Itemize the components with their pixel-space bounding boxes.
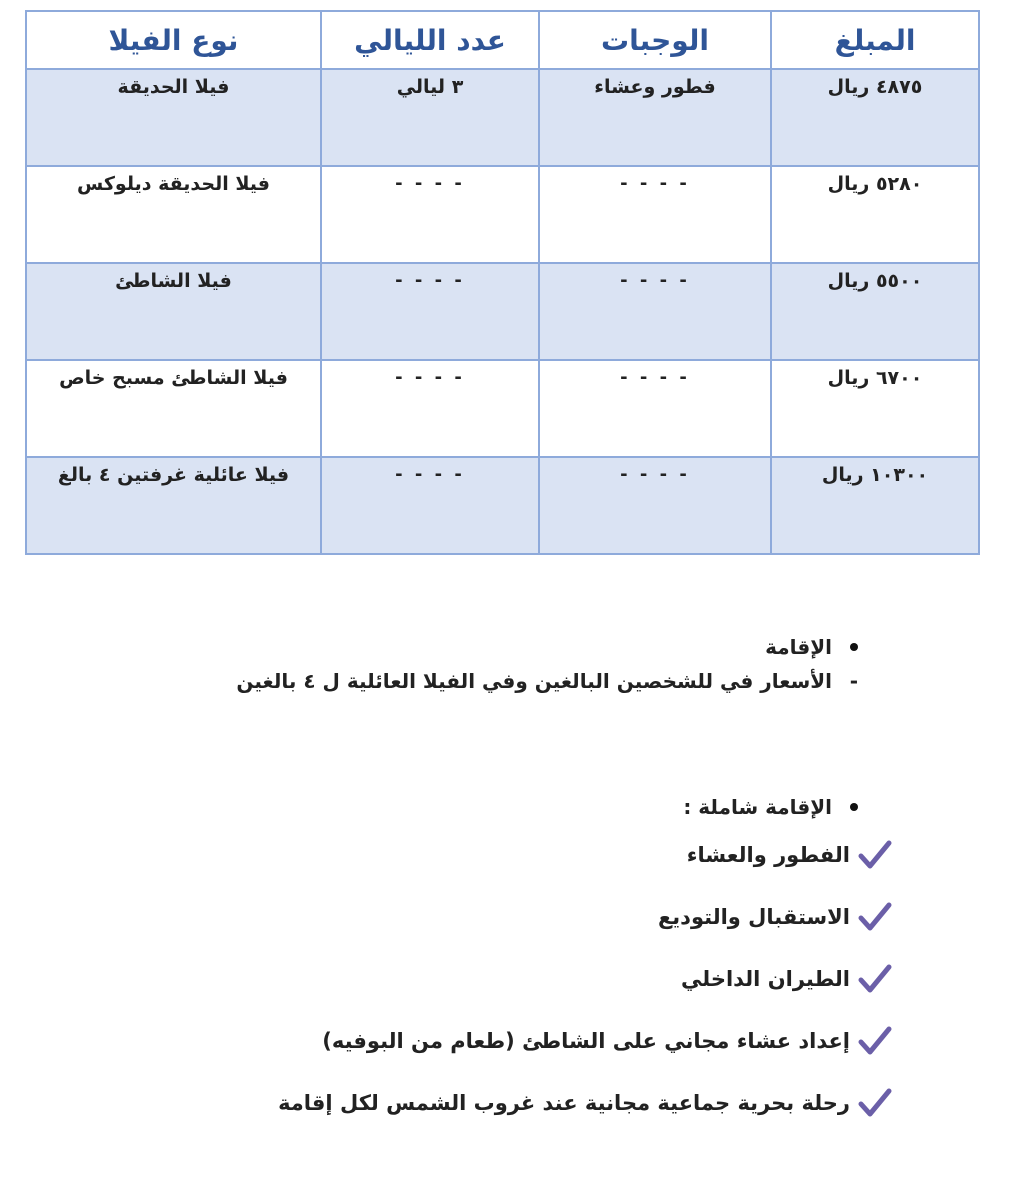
list-item	[122, 1072, 892, 1134]
notes-section	[122, 630, 862, 1134]
cell-meals: - - - -	[539, 360, 771, 457]
cell-price: ١٠٣٠٠ ريال	[771, 457, 979, 554]
include-item-label: إعداد عشاء مجاني على الشاطئ (طعام من البوفيه)	[322, 1029, 850, 1053]
cell-price: ٥٢٨٠ ريال	[771, 166, 979, 263]
cell-villa-type: فيلا الحديقة ديلوكس	[26, 166, 321, 263]
table-row	[26, 360, 979, 457]
list-item	[122, 886, 892, 948]
residence-bullet	[122, 630, 862, 664]
cell-meals: فطور وعشاء	[539, 69, 771, 166]
checkmark-icon	[858, 1024, 892, 1058]
cell-nights: - - - -	[321, 166, 539, 263]
include-item-label: رحلة بحرية جماعية مجانية عند غروب الشمس لكل إقامة	[278, 1091, 850, 1115]
header-nights: عدد الليالي	[321, 11, 539, 69]
header-meals: الوجبات	[539, 11, 771, 69]
cell-meals: - - - -	[539, 457, 771, 554]
cell-price: ٦٧٠٠ ريال	[771, 360, 979, 457]
bullet-dot-icon	[850, 643, 858, 651]
residence-title: الإقامة	[765, 635, 832, 659]
table-row	[26, 457, 979, 554]
bullet-dot-icon	[850, 803, 858, 811]
cell-price: ٥٥٠٠ ريال	[771, 263, 979, 360]
list-item	[122, 1010, 892, 1072]
villa-price-table	[25, 10, 980, 555]
header-villa-type: نوع الفيلا	[26, 11, 321, 69]
checkmark-icon	[858, 900, 892, 934]
cell-meals: - - - -	[539, 263, 771, 360]
checkmark-icon	[858, 1086, 892, 1120]
residence-note: الأسعار في للشخصين البالغين وفي الفيلا العائلية ل ٤ بالغين	[236, 669, 832, 693]
list-item	[122, 824, 892, 886]
cell-villa-type: فيلا الحديقة	[26, 69, 321, 166]
includes-title: الإقامة شاملة :	[683, 795, 832, 819]
cell-nights: ٣ ليالي	[321, 69, 539, 166]
cell-villa-type: فيلا الشاطئ مسبح خاص	[26, 360, 321, 457]
table-row	[26, 263, 979, 360]
includes-bullet	[122, 790, 862, 824]
cell-price: ٤٨٧٥ ريال	[771, 69, 979, 166]
include-item-label: الفطور والعشاء	[686, 843, 850, 867]
checkmark-icon	[858, 838, 892, 872]
checkmark-icon	[858, 962, 892, 996]
table-row	[26, 166, 979, 263]
residence-note-line	[122, 664, 858, 698]
include-item-label: الاستقبال والتوديع	[657, 905, 850, 929]
cell-villa-type: فيلا الشاطئ	[26, 263, 321, 360]
cell-nights: - - - -	[321, 457, 539, 554]
table-row	[26, 69, 979, 166]
include-item-label: الطيران الداخلي	[681, 967, 850, 991]
cell-meals: - - - -	[539, 166, 771, 263]
list-item	[122, 948, 892, 1010]
table-header-row	[26, 11, 979, 69]
dash-icon: -	[849, 669, 858, 693]
cell-nights: - - - -	[321, 360, 539, 457]
cell-villa-type: فيلا عائلية غرفتين ٤ بالغ	[26, 457, 321, 554]
cell-nights: - - - -	[321, 263, 539, 360]
header-price: المبلغ	[771, 11, 979, 69]
